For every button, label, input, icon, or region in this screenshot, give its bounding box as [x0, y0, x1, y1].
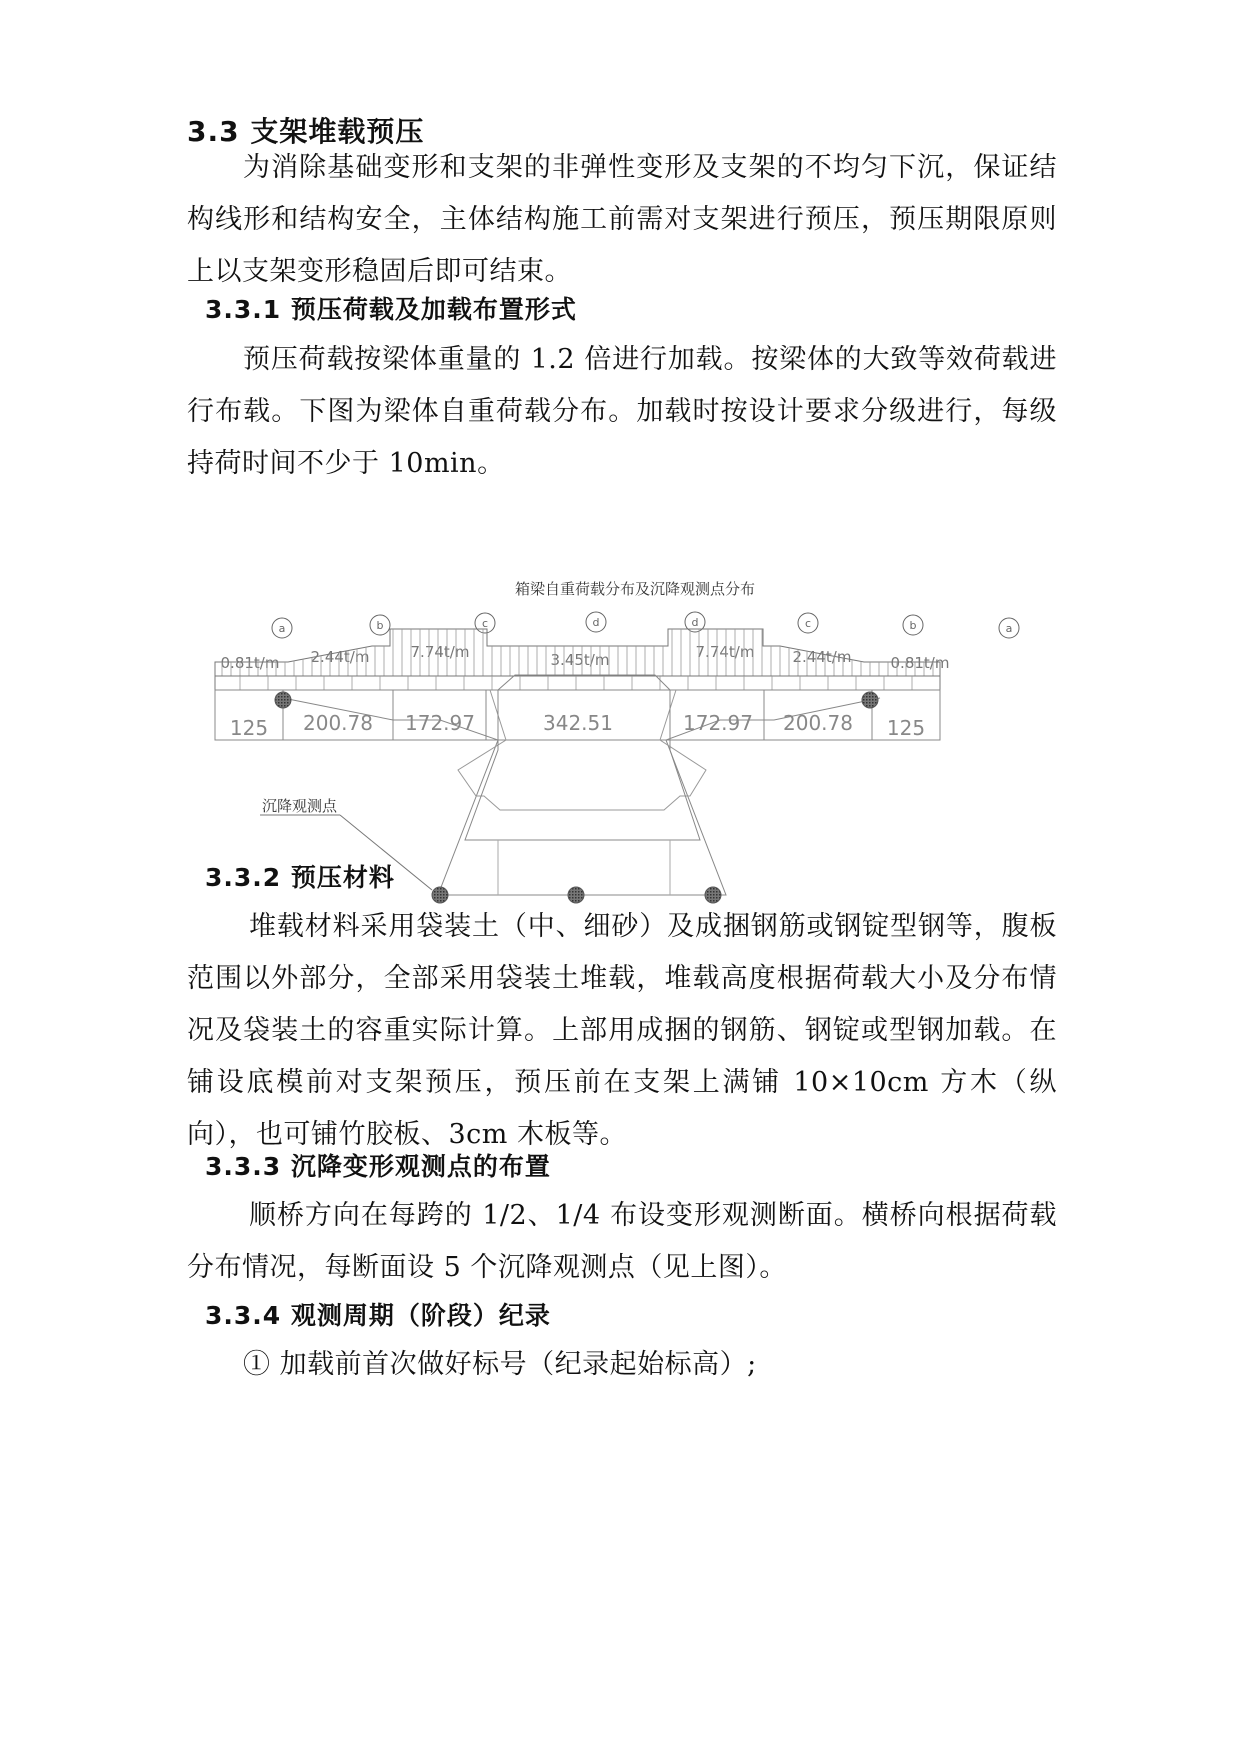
zone-label: c [804, 617, 812, 630]
box-girder-cell [465, 675, 700, 840]
deck-ticks [240, 676, 912, 690]
width-label: 172.97 [683, 711, 753, 735]
width-label: 342.51 [543, 711, 613, 735]
load-label: 0.81t/m [890, 654, 950, 672]
load-label: 0.81t/m [220, 654, 280, 672]
observation-point [862, 692, 878, 708]
subsection-text-331: 预压荷载按梁体重量的 1.2 倍进行加载。按梁体的大致等效荷载进行布载。下图为梁体自重荷载分布。加载时按设计要求分级进行，每级持荷时间不少于 10min。 [187, 344, 1057, 479]
width-label: 200.78 [303, 711, 373, 735]
zone-label: a [1005, 622, 1013, 635]
callout-label: 沉降观测点 [262, 797, 338, 815]
zone-label: a [278, 622, 286, 635]
subsection-heading-334: 3.3.4 观测周期（阶段）纪录 [205, 1301, 551, 1330]
load-label: 2.44t/m [310, 648, 370, 666]
width-label: 125 [886, 716, 926, 740]
section-intro: 为消除基础变形和支架的非弹性变形及支架的不均匀下沉，保证结构线形和结构安全，主体结构施工前需对支架进行预压，预压期限原则上以支架变形稳固后即可结束。 [187, 152, 1057, 287]
list-item: ① 加载前首次做好标号（纪录起始标高）; [243, 1349, 757, 1380]
section-heading: 3.3 支架堆载预压 [187, 115, 425, 148]
subsection-heading-333: 3.3.3 沉降变形观测点的布置 [205, 1152, 551, 1181]
zone-label: c [481, 617, 489, 630]
load-label: 3.45t/m [550, 651, 610, 669]
zone-label: d [592, 616, 600, 629]
subsection-text-333: 顺桥方向在每跨的 1/2、1/4 布设变形观测断面。横桥向根据荷载分布情况，每断面设 5 个沉降观测点（见上图）。 [187, 1200, 1057, 1283]
box-girder-inner [458, 690, 706, 810]
width-label: 200.78 [783, 711, 853, 735]
load-label: 2.44t/m [792, 648, 852, 666]
load-label: 7.74t/m [695, 643, 755, 661]
subsection-heading-332: 3.3.2 预压材料 [205, 863, 395, 892]
load-label: 7.74t/m [410, 643, 470, 661]
subsection-text-332: 堆载材料采用袋装土（中、细砂）及成捆钢筋或钢锭型钢等，腹板范围以外部分，全部采用袋装土堆载，堆载高度根据荷载大小及分布情况及袋装土的容重实际计算。上部用成捆的钢筋、钢锭或型钢加载。在铺设底模前对支架预压，预压前在支架上满铺 10×10cm 方木（纵向），也可铺竹胶板、3cm 木板等。 [187, 911, 1057, 1150]
width-label: 125 [229, 716, 269, 740]
zone-label: b [909, 619, 917, 632]
zone-label: d [691, 616, 699, 629]
width-label: 172.97 [405, 711, 475, 735]
observation-point [275, 692, 291, 708]
subsection-heading-331: 3.3.1 预压荷载及加载布置形式 [205, 295, 577, 324]
zone-label: b [376, 619, 384, 632]
figure-title: 箱梁自重荷载分布及沉降观测点分布 [514, 580, 756, 598]
